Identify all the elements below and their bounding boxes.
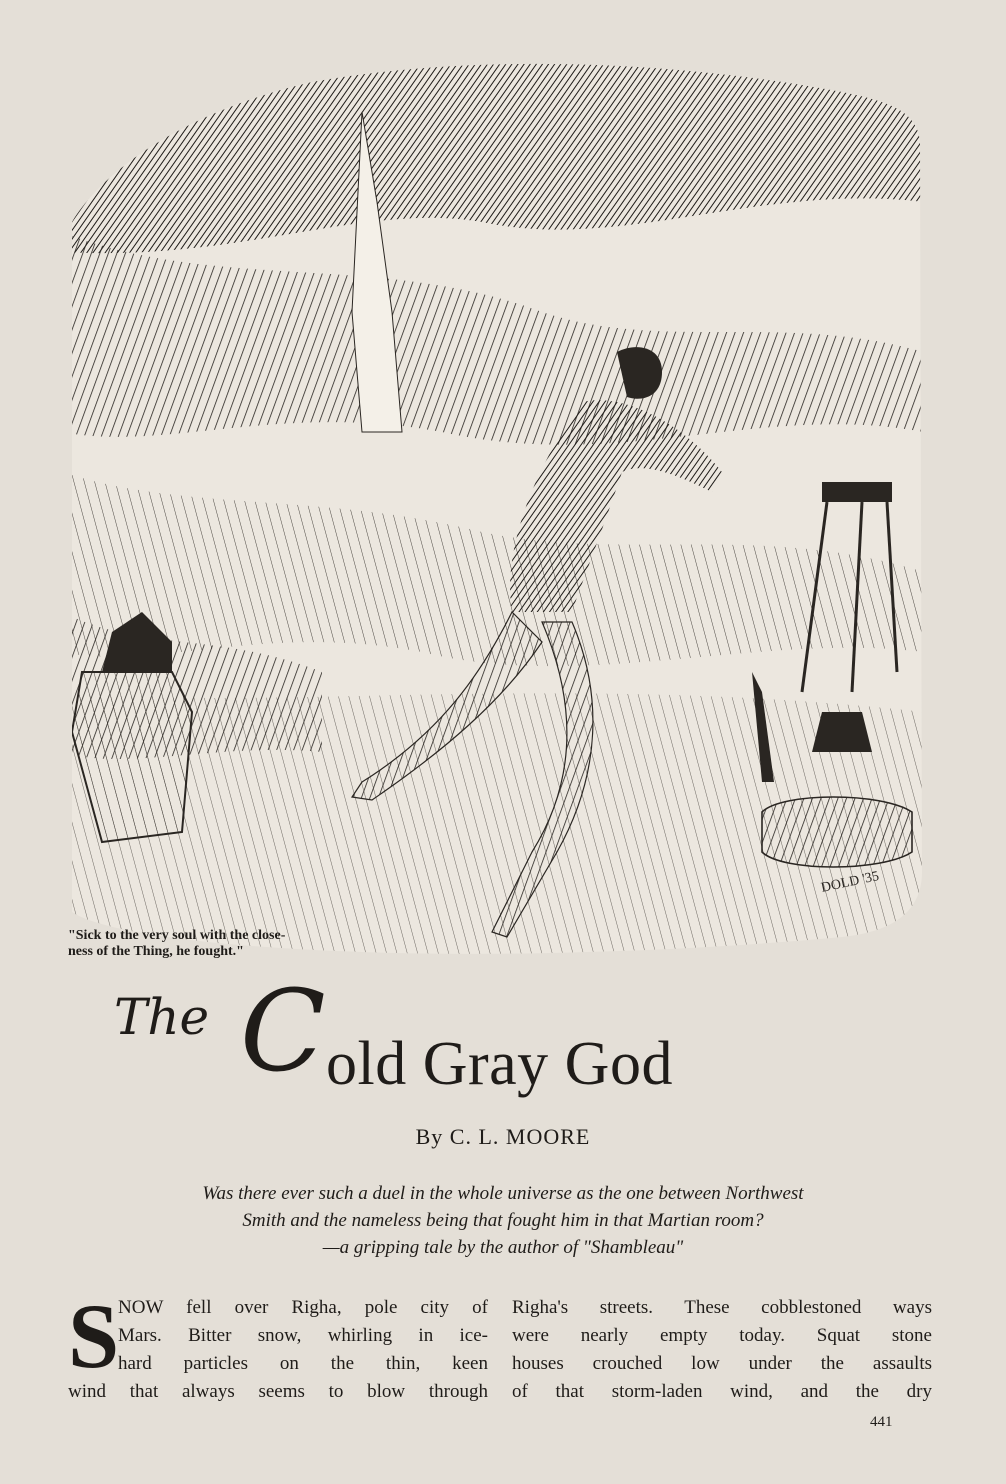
body-line: Mars. Bitter snow, whirling in ice- (118, 1325, 488, 1346)
story-illustration (62, 52, 924, 972)
caption-line-1: "Sick to the very soul with the close- (68, 928, 286, 943)
story-deck (80, 1180, 926, 1261)
artist-signature: DOLD '35 (819, 868, 881, 896)
title-the: The (114, 988, 210, 1046)
caption-line-2: ness of the Thing, he fought." (68, 944, 244, 959)
body-line: were nearly empty today. Squat stone (512, 1325, 932, 1346)
deck-line-3: —a gripping tale by the author of "Shambleau" (322, 1237, 684, 1258)
illustration-caption (68, 928, 428, 960)
body-column-left (68, 1285, 488, 1406)
body-line: Righa's streets. These cobblestoned ways (512, 1297, 932, 1318)
title-initial: C (240, 967, 326, 1097)
body-line: of that storm-laden wind, and the dry (512, 1381, 932, 1402)
body-line: hard particles on the thin, keen (118, 1353, 488, 1374)
page-number: 441 (870, 1414, 893, 1430)
body-line: wind that always seems to blow through (68, 1381, 488, 1402)
body-column-right (512, 1294, 932, 1406)
title-rest: old Gray God (326, 1030, 673, 1098)
deck-line-2: Smith and the nameless being that fought him in that Martian room? (242, 1210, 764, 1231)
body-line: houses crouched low under the assaults (512, 1353, 932, 1374)
body-line: NOW fell over Righa, pole city of (118, 1297, 488, 1318)
drop-cap: S (68, 1285, 120, 1387)
deck-line-1: Was there ever such a duel in the whole universe as the one between Northwest (202, 1183, 804, 1204)
story-title (110, 967, 910, 1112)
byline: By C. L. MOORE (415, 1124, 591, 1149)
